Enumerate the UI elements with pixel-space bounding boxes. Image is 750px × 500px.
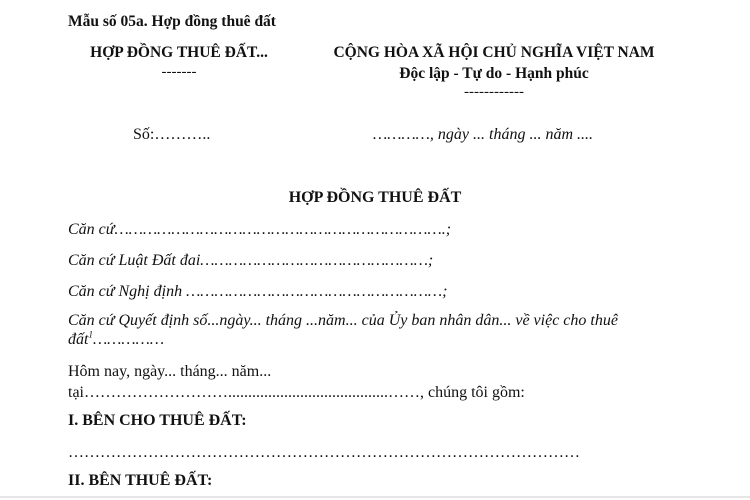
section-lessor-heading: I. BÊN CHO THUÊ ĐẤT:: [68, 412, 247, 429]
document-number: Số:………..: [133, 126, 211, 143]
footnote-marker[interactable]: 1: [88, 329, 93, 340]
basis-line-decree: Căn cứ Nghị định ………………………………………………;: [68, 283, 448, 300]
document-date: …………, ngày ... tháng ... năm ....: [373, 126, 594, 143]
basis-land-word: đất: [68, 331, 89, 348]
basis-line-decision: Căn cứ Quyết định số...ngày... tháng ...năm... của Ủy ban nhân dân... về việc cho thuê: [68, 312, 618, 329]
section-lessee-heading: II. BÊN THUÊ ĐẤT:: [68, 472, 213, 489]
basis-line-decision-continued: [68, 331, 164, 349]
basis-line-land-law: Căn cứ Luật Đất đai…………………………………………;: [68, 252, 434, 269]
place-line: tại………………………........................................……, chúng tôi gồm:: [68, 384, 525, 401]
left-header-rule: -------: [161, 64, 197, 80]
national-header-rule: ------------: [464, 84, 524, 100]
basis-line: Căn cứ…………………………………………………………….;: [68, 221, 452, 238]
left-header-title: HỢP ĐỒNG THUÊ ĐẤT...: [90, 44, 268, 61]
page-bottom-divider: [0, 496, 750, 498]
basis-land-dots: ……………: [92, 331, 165, 348]
form-number: Mẫu số 05a. Hợp đồng thuê đất: [68, 13, 276, 30]
national-motto: Độc lập - Tự do - Hạnh phúc: [399, 65, 589, 82]
section-lessor-blank: ……………………………………………………………………………………: [68, 444, 580, 461]
today-line: Hôm nay, ngày... tháng... năm...: [68, 363, 272, 380]
national-name: CỘNG HÒA XÃ HỘI CHỦ NGHĨA VIỆT NAM: [333, 44, 655, 61]
document-title: HỢP ĐỒNG THUÊ ĐẤT: [288, 189, 462, 206]
